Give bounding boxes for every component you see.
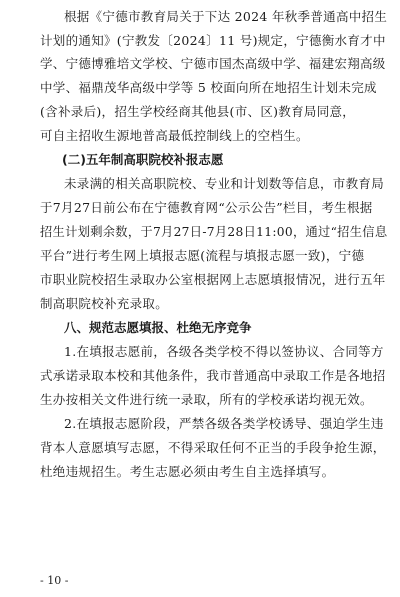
paragraph-line: 学、宁德博雅培文学校、宁德市国杰高级中学、福建宏翔高级 [40, 56, 386, 71]
paragraph-line: 生办按相关文件进行统一录取，所有的学校承诺均视无效。 [40, 392, 373, 407]
paragraph-line: 于7月27日前公布在宁德教育网“公示公告”栏目，考生根据 [40, 200, 373, 215]
paragraph-line: 市职业院校招生录取办公室根据网上志愿填报情况，进行五年 [40, 272, 386, 287]
paragraph-line: 招生计划剩余数，于7月27日-7月28日11:00，通过“招生信息 [40, 225, 388, 239]
paragraph-line: 1.在填报志愿前，各级各类学校不得以签协议、合同等方 [64, 344, 384, 359]
paragraph-line: 计划的通知》(宁教发〔2024〕11 号)规定，宁德衡水育才中 [40, 33, 386, 48]
paragraph-line: 杜绝违规招生。考生志愿必须由考生自主选择填写。 [40, 464, 335, 479]
section-heading: (二)五年制高职院校补报志愿 [62, 152, 224, 167]
paragraph-line: 制高职院校补充录取。 [40, 296, 169, 311]
paragraph-line: 中学、福鼎茂华高级中学等 5 校面向所在地招生计划未完成 [40, 80, 377, 95]
paragraph-line: 根据《宁德市教育局关于下达 2024 年秋季普通高中招生 [64, 9, 388, 24]
paragraph-line: 可自主招收生源地普高最低控制线上的空档生。 [40, 128, 309, 143]
paragraph-line: 平台”进行考生网上填报志愿(流程与填报志愿一致)，宁德 [40, 248, 365, 263]
paragraph-line: 背本人意愿填写志愿，不得采取任何不正当的手段争抢生源， [40, 440, 386, 455]
paragraph-line: 式承诺录取本校和其他条件，我市普通高中录取工作是各地招 [40, 368, 386, 383]
paragraph-line: (含补录后)，招生学校经商其他县(市、区)教育局同意， [40, 104, 356, 119]
paragraph-line: 未录满的相关高职院校、专业和计划数等信息，市教育局 [64, 176, 385, 191]
section-heading: 八、规范志愿填报、杜绝无序竞争 [64, 320, 252, 335]
paragraph-line: 2.在填报志愿阶段，严禁各级各类学校诱导、强迫学生违 [64, 416, 384, 431]
page-number: - 10 - [40, 574, 69, 587]
